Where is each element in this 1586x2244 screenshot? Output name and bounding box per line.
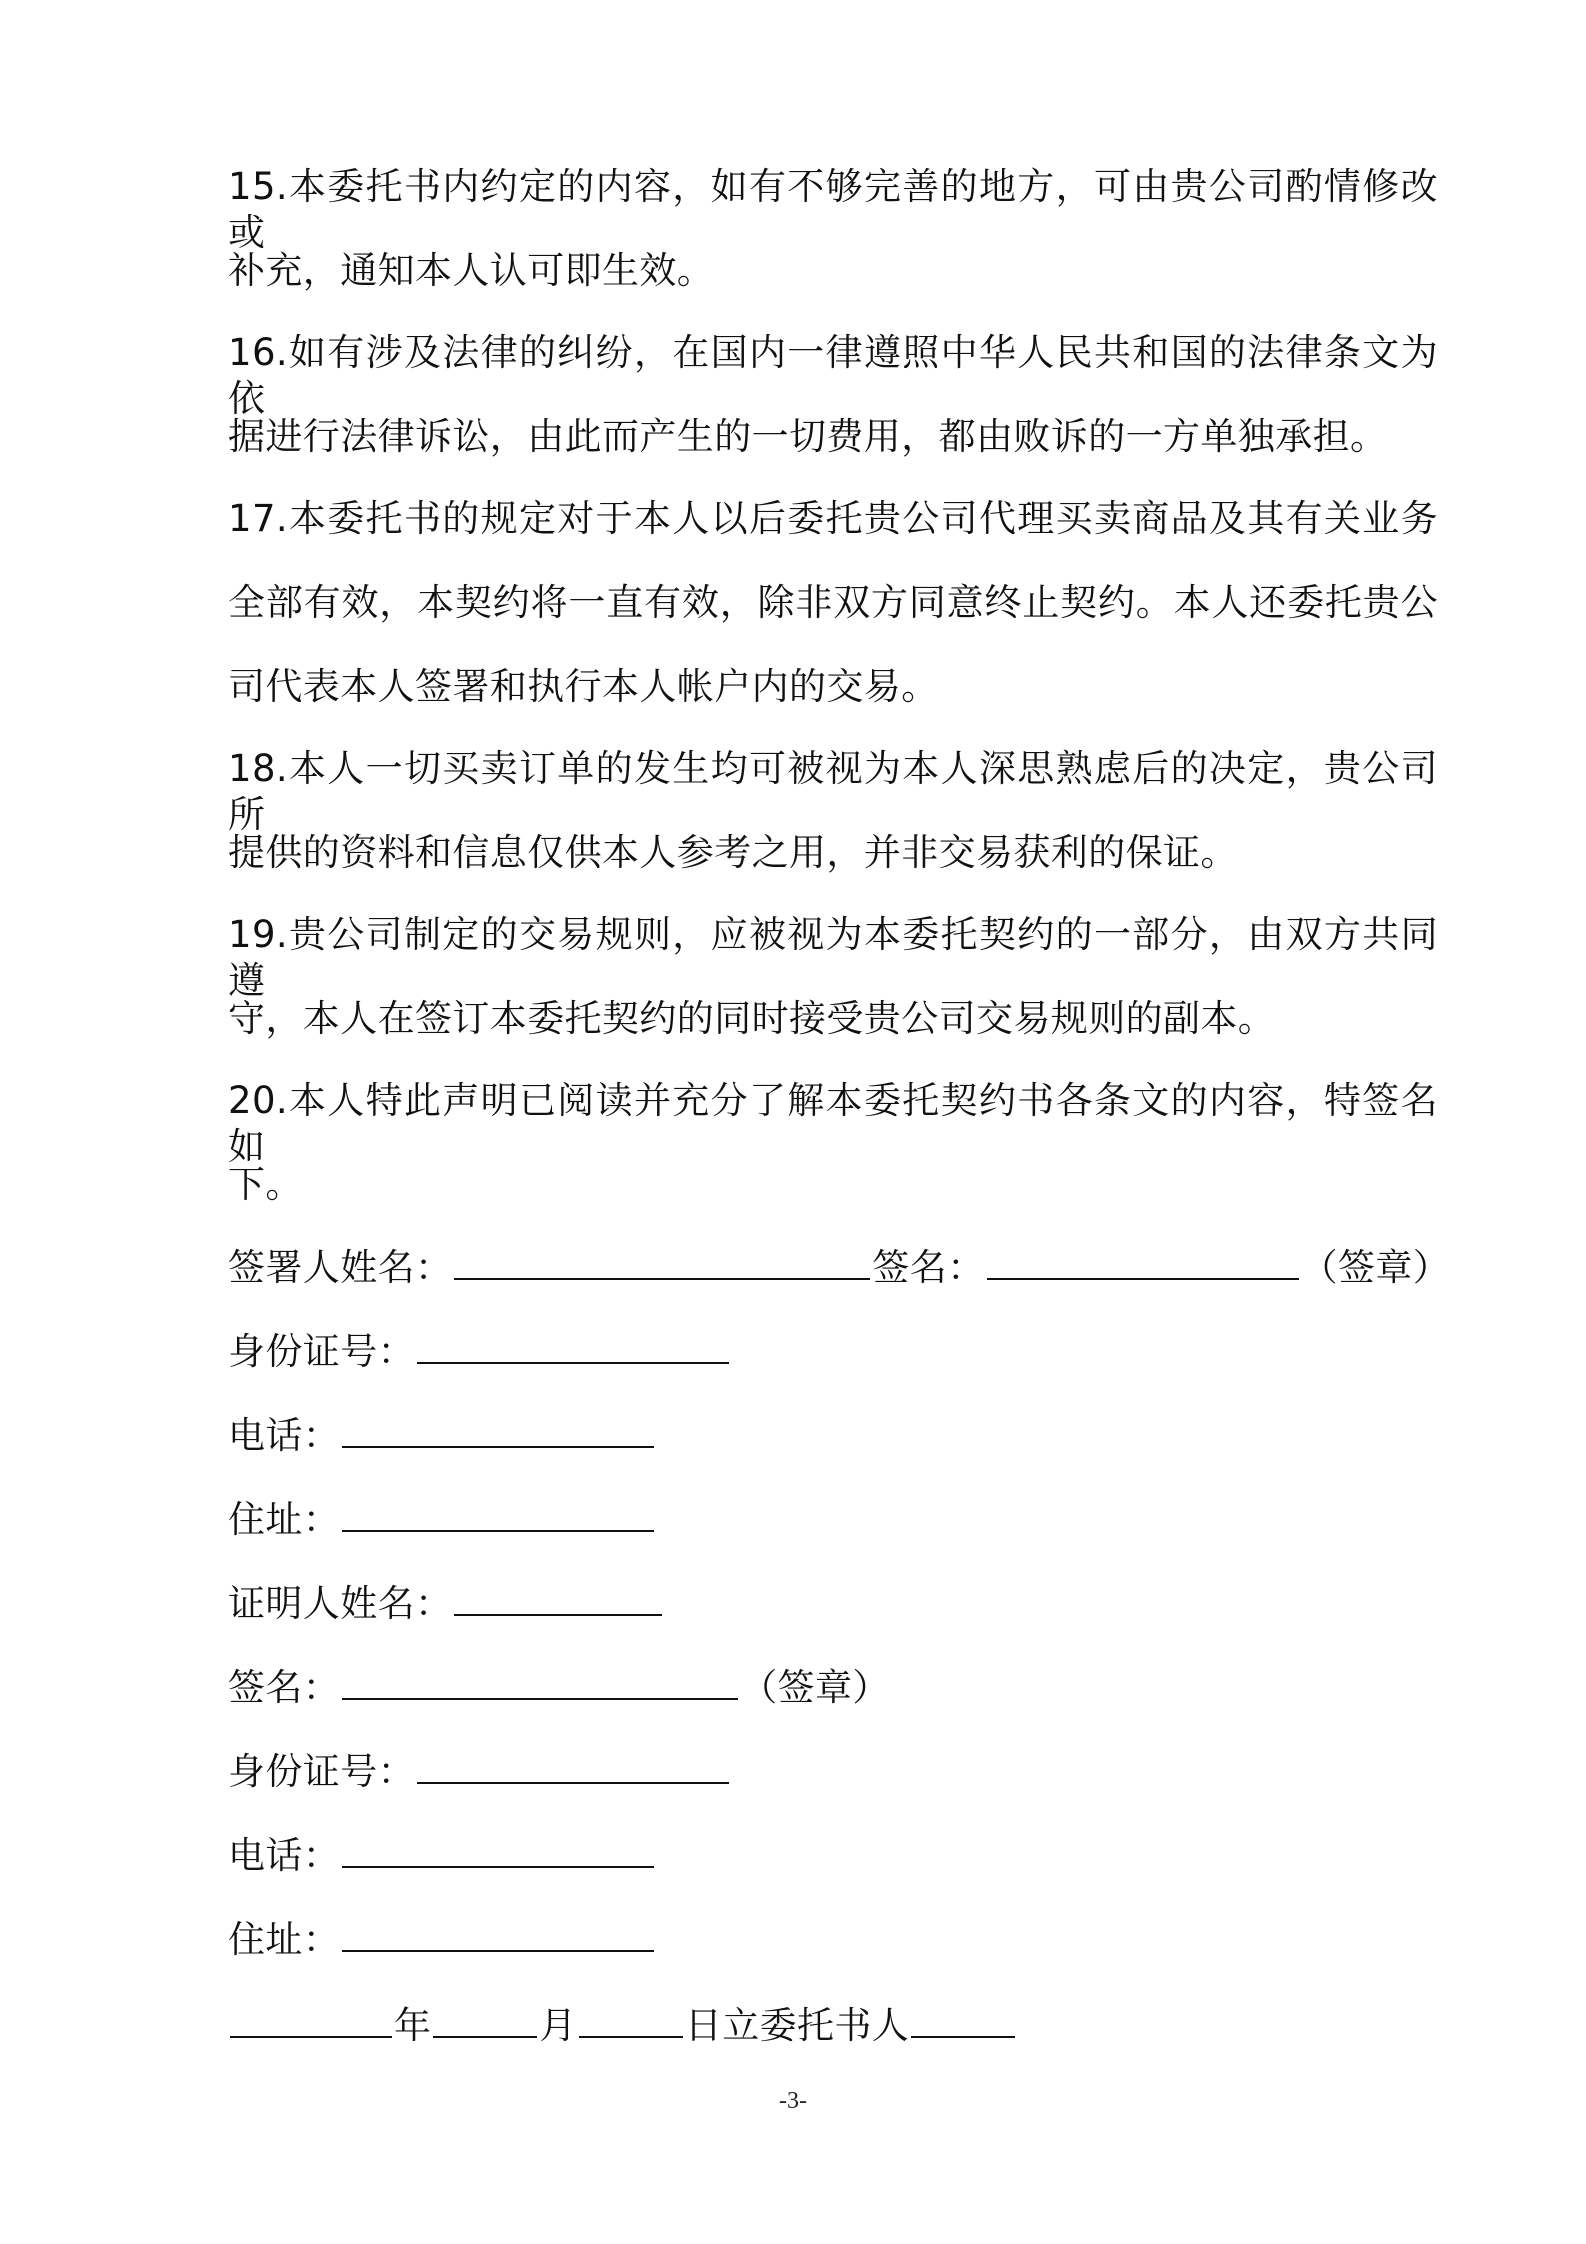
- clause-20-line-2: 下。: [228, 1163, 303, 1206]
- witness-address-row: [228, 1916, 656, 1963]
- page-number: -3-: [779, 2088, 807, 2114]
- signatory-phone-row: [228, 1412, 656, 1459]
- witness-seal-note: （签章）: [740, 1666, 890, 1709]
- witness-address-label: 住址：: [228, 1918, 341, 1961]
- witness-id-blank[interactable]: [417, 1748, 729, 1784]
- clause-16-line-1: 16.如有涉及法律的纠纷，在国内一律遵照中华人民共和国的法律条文为依: [228, 331, 1438, 420]
- signatory-phone-label: 电话：: [228, 1414, 341, 1457]
- client-blank[interactable]: [911, 2002, 1015, 2038]
- day-client-label: 日立委托书人: [684, 2004, 910, 2047]
- clause-17-line-1: 17.本委托书的规定对于本人以后委托贵公司代理买卖商品及其有关业务: [228, 497, 1438, 540]
- witness-name-blank[interactable]: [454, 1580, 662, 1616]
- signatory-name-label: 签署人姓名：: [228, 1246, 453, 1289]
- day-blank[interactable]: [579, 2002, 683, 2038]
- month-label: 月: [539, 2004, 577, 2047]
- signatory-address-blank[interactable]: [342, 1496, 654, 1532]
- clause-18-line-2: 提供的资料和信息仅供本人参考之用，并非交易获利的保证。: [228, 831, 1238, 874]
- date-row: [228, 2002, 1017, 2049]
- signatory-id-label: 身份证号：: [228, 1330, 415, 1373]
- clause-20-line-1: 20.本人特此声明已阅读并充分了解本委托契约书各条文的内容，特签名如: [228, 1079, 1438, 1168]
- witness-signature-row: [228, 1664, 890, 1711]
- clause-15-line-2: 补充，通知本人认可即生效。: [228, 249, 715, 292]
- signatory-name-blank[interactable]: [454, 1244, 870, 1280]
- signatory-seal-note: （签章）: [1300, 1246, 1451, 1289]
- witness-address-blank[interactable]: [342, 1916, 654, 1952]
- witness-name-row: [228, 1580, 664, 1627]
- witness-name-label: 证明人姓名：: [228, 1582, 453, 1625]
- signatory-id-blank[interactable]: [417, 1328, 729, 1364]
- witness-id-row: [228, 1748, 731, 1795]
- clause-17-line-2: 全部有效，本契约将一直有效，除非双方同意终止契约。本人还委托贵公: [228, 581, 1438, 624]
- witness-phone-label: 电话：: [228, 1834, 341, 1877]
- signatory-signature-blank[interactable]: [987, 1244, 1299, 1280]
- witness-signature-blank[interactable]: [342, 1664, 738, 1700]
- signatory-name-row: [228, 1244, 1450, 1291]
- witness-id-label: 身份证号：: [228, 1750, 415, 1793]
- signatory-address-label: 住址：: [228, 1498, 341, 1541]
- clause-18-line-1: 18.本人一切买卖订单的发生均可被视为本人深思熟虑后的决定，贵公司所: [228, 747, 1438, 836]
- witness-phone-row: [228, 1832, 656, 1879]
- witness-signature-label: 签名：: [228, 1666, 341, 1709]
- clause-15-line-1: 15.本委托书内约定的内容，如有不够完善的地方，可由贵公司酌情修改或: [228, 165, 1438, 254]
- signatory-phone-blank[interactable]: [342, 1412, 654, 1448]
- witness-phone-blank[interactable]: [342, 1832, 654, 1868]
- signatory-address-row: [228, 1496, 656, 1543]
- clause-19-line-2: 守，本人在签订本委托契约的同时接受贵公司交易规则的副本。: [228, 997, 1276, 1040]
- clause-19-line-1: 19.贵公司制定的交易规则，应被视为本委托契约的一部分，由双方共同遵: [228, 913, 1438, 1002]
- clause-16-line-2: 据进行法律诉讼，由此而产生的一切费用，都由败诉的一方单独承担。: [228, 415, 1388, 458]
- month-blank[interactable]: [433, 2002, 537, 2038]
- year-label: 年: [394, 2004, 432, 2047]
- year-blank[interactable]: [230, 2002, 392, 2038]
- signatory-signature-label: 签名：: [872, 1246, 985, 1289]
- clause-17-line-3: 司代表本人签署和执行本人帐户内的交易。: [228, 665, 939, 708]
- signatory-id-row: [228, 1328, 731, 1375]
